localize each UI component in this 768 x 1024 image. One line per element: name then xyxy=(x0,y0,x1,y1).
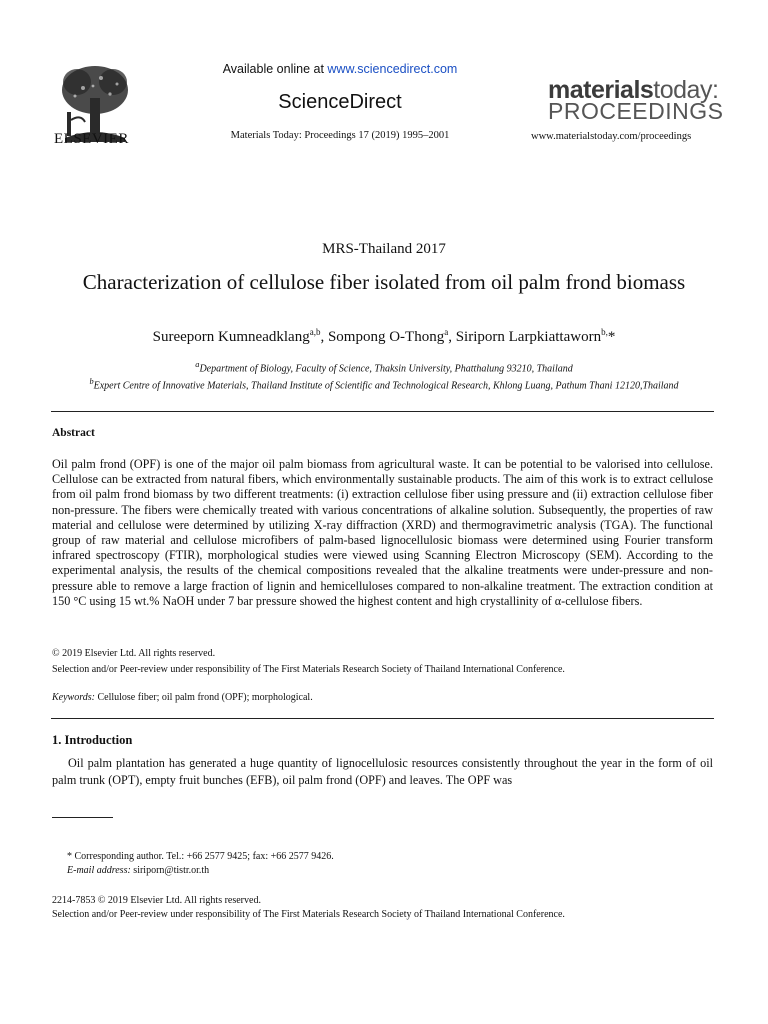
journal-url[interactable]: www.materialstoday.com/proceedings xyxy=(531,131,692,142)
email-address[interactable]: siriporn@tistr.or.th xyxy=(133,865,210,876)
mt-logo-word-today: today: xyxy=(653,76,719,104)
affiliation-marker: b xyxy=(89,376,94,386)
footer-peer-review: Selection and/or Peer-review under responsibility of The First Materials Research Society of Thailand International Conference. xyxy=(52,909,565,920)
abstract-text: Oil palm frond (OPF) is one of the major oil palm biomass from agricultural waste. It can be potential to be valorised into cellulose. Cellulose can be extracted from natural fibers, which environmentally sustainable products. The aim of this work is to extract cellulose from oil palm frond biomass by two different treatments: (i) extraction cellulose fiber using pressure and (ii) extraction cellulose fiber non-pressure. The fibers were chemically treated with various concentrations of alkaline solution. Subsequently, the properties of raw material and cellulose were determined by utilizing X-ray diffraction (XRD) and thermogravimetric analysis (TGA). The functional group of raw material and cellulose microfibers of palm-based lignocellulosic biomass were determined using Fourier transform infrared spectroscopy (FTIR), morphological studies were viewed using Scanning Electron Microscopy (SEM). According to the experimental analysis, the results of the chemical compositions revealed that the alkaline treatments were under-pressure and non-pressure able to remove a large fraction of lignin and hemicelluloses compared to non-alkaline treatment. The extraction condition at 150 °C using 15 wt.% NaOH under 7 bar pressure showed the highest content and high crystallinity of α-cellulose fibers. xyxy=(52,457,713,608)
keywords-text: Cellulose fiber; oil palm frond (OPF); morphological. xyxy=(97,692,313,703)
copyright-notice: © 2019 Elsevier Ltd. All rights reserved. xyxy=(52,648,216,659)
section-heading-introduction: 1. Introduction xyxy=(52,733,133,747)
conference-name: MRS-Thailand 2017 xyxy=(322,241,446,257)
available-online-prefix: Available online at xyxy=(222,62,328,76)
keywords-line xyxy=(52,692,313,703)
author-affiliation-marker: b, xyxy=(601,327,608,337)
affiliations xyxy=(60,359,708,393)
mt-logo-proceedings: PROCEEDINGS xyxy=(548,98,724,124)
publisher-name: ELSEVIER xyxy=(54,131,129,147)
author-separator: , xyxy=(320,329,328,345)
author-name: Siriporn Larpkiattaworn xyxy=(455,329,602,345)
corresponding-author-footnote: * Corresponding author. Tel.: +66 2577 9425; fax: +66 2577 9426. xyxy=(67,851,334,862)
journal-reference: Materials Today: Proceedings 17 (2019) 1995–2001 xyxy=(230,130,450,141)
corresponding-author-marker: * xyxy=(607,329,616,345)
author-name: Sompong O-Thong xyxy=(327,329,445,345)
email-label: E-mail address: xyxy=(67,865,131,876)
introduction-text: Oil palm plantation has generated a huge quantity of lignocellulosic resources consistently throughout the year in the form of oil palm trunk (OPT), empty fruit bunches (EFB), oil palm frond (OPF) and leaves. The OPF was xyxy=(52,756,713,787)
affiliation-b xyxy=(60,376,708,393)
affiliation-a xyxy=(60,359,708,376)
mt-logo-word-materials: materials xyxy=(548,76,654,104)
affiliation-marker: a xyxy=(195,360,200,369)
article-title: Characterization of cellulose fiber isolated from oil palm frond biomass xyxy=(82,270,686,294)
peer-review-notice: Selection and/or Peer-review under responsibility of The First Materials Research Society of Thailand International Conference. xyxy=(52,664,565,675)
author-name: Sureeporn Kumneadklang xyxy=(152,329,310,345)
email-footnote xyxy=(67,865,209,876)
affiliation-text: Expert Centre of Innovative Materials, Thailand Institute of Scientific and Technological Research, Khlong Luang, Pathum Thani 12120,Thailand xyxy=(93,380,679,392)
affiliation-text: Department of Biology, Faculty of Science, Thaksin University, Phatthalung 93210, Thailand xyxy=(199,363,573,375)
author-affiliation-marker: a,b xyxy=(309,327,321,337)
available-online-line xyxy=(160,62,520,76)
abstract-heading: Abstract xyxy=(52,427,95,439)
author-list xyxy=(60,327,708,346)
sciencedirect-link[interactable]: www.sciencedirect.com xyxy=(327,62,458,76)
author-separator: , xyxy=(448,329,456,345)
keywords-label: Keywords: xyxy=(52,692,95,703)
issn-line: 2214-7853 © 2019 Elsevier Ltd. All rights reserved. xyxy=(52,895,261,906)
divider-rule xyxy=(51,718,714,719)
sciencedirect-wordmark: ScienceDirect xyxy=(278,91,402,113)
divider-rule xyxy=(51,411,714,412)
author-affiliation-marker: a xyxy=(444,327,449,337)
footnote-rule xyxy=(52,817,113,818)
